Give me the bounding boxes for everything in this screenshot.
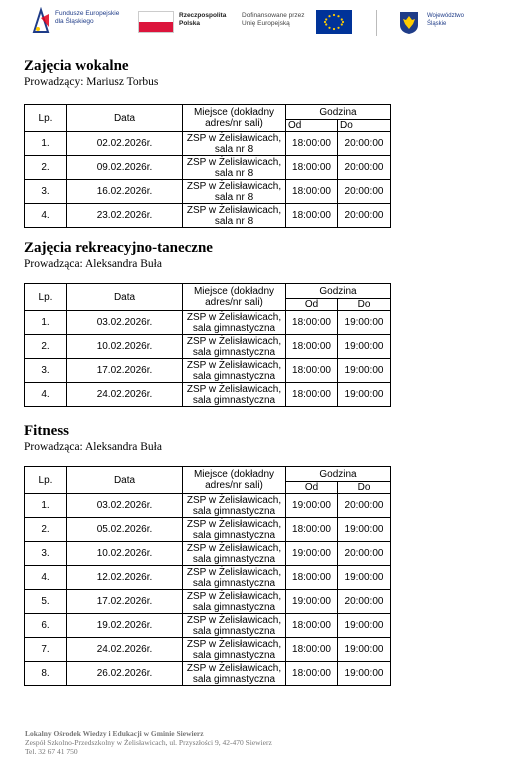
- table-row: [25, 311, 391, 335]
- cell-from: 19:00:00: [286, 590, 338, 614]
- cell-to: 19:00:00: [338, 662, 391, 686]
- cell-lp: 1.: [25, 132, 67, 156]
- cell-to: 19:00:00: [338, 359, 391, 383]
- cell-place-line-2: sala nr 8: [214, 167, 254, 179]
- fundusze-europejskie-text: [55, 10, 119, 26]
- section-instructor: Prowadzący: Mariusz Torbus: [24, 76, 159, 88]
- cell-place-line-2: sala gimnastyczna: [192, 673, 276, 685]
- footer-phone: Tel. 32 67 41 750: [25, 747, 78, 756]
- cell-place-line-1: ZSP w Żelisławicach,: [186, 311, 282, 323]
- page-footer: [25, 729, 272, 756]
- header-from: Od: [286, 120, 338, 132]
- cell-date: 10.02.2026r.: [67, 335, 183, 359]
- cell-place-line-2: sala gimnastyczna: [192, 625, 276, 637]
- cell-place: [183, 614, 286, 638]
- cell-date: 03.02.2026r.: [67, 494, 183, 518]
- cell-place-line-1: ZSP w Żelisławicach,: [186, 566, 282, 578]
- cell-place: [183, 204, 286, 228]
- header-place-line-2: adres/nr sali): [205, 118, 263, 129]
- cell-lp: 2.: [25, 518, 67, 542]
- cell-place-line-2: sala gimnastyczna: [192, 577, 276, 589]
- cell-lp: 1.: [25, 494, 67, 518]
- cell-place-line-2: sala gimnastyczna: [192, 601, 276, 613]
- cell-place-line-2: sala gimnastyczna: [192, 553, 276, 565]
- table-row: [25, 518, 391, 542]
- cell-from: 18:00:00: [286, 204, 338, 228]
- cell-to: 20:00:00: [338, 132, 391, 156]
- header-lp: Lp.: [25, 105, 67, 132]
- logo-divider: [376, 10, 377, 36]
- cell-place-line-1: ZSP w Żelisławicach,: [186, 359, 282, 371]
- fe-line-2: dla Śląskiego: [55, 18, 94, 25]
- cell-from: 18:00:00: [286, 638, 338, 662]
- logo-bar: [0, 0, 506, 44]
- silesia-eagle-crest-icon: [399, 11, 419, 35]
- header-to: Do: [338, 299, 391, 311]
- cell-to: 19:00:00: [338, 311, 391, 335]
- cell-place-line-2: sala gimnastyczna: [192, 529, 276, 541]
- header-date: Data: [67, 284, 183, 311]
- table-row: [25, 614, 391, 638]
- cell-from: 18:00:00: [286, 132, 338, 156]
- cell-to: 19:00:00: [338, 383, 391, 407]
- schedule-table: [24, 466, 391, 686]
- table-row: [25, 494, 391, 518]
- cell-place: [183, 518, 286, 542]
- schedule-table: [24, 283, 391, 407]
- header-place-line-2: adres/nr sali): [205, 297, 263, 308]
- cell-place-line-1: ZSP w Żelisławicach,: [186, 204, 282, 216]
- section-title: Zajęcia wokalne: [24, 58, 129, 74]
- cell-lp: 1.: [25, 311, 67, 335]
- cell-date: 26.02.2026r.: [67, 662, 183, 686]
- cell-to: 19:00:00: [338, 566, 391, 590]
- fe-line-1: Fundusze Europejskie: [55, 10, 120, 17]
- footer-org-name: Lokalny Ośrodek Wiedzy i Edukacji w Gminie Siewierz: [25, 729, 204, 738]
- polish-flag-icon: [138, 11, 174, 33]
- cell-from: 18:00:00: [286, 311, 338, 335]
- header-date: Data: [67, 467, 183, 494]
- cell-to: 20:00:00: [338, 590, 391, 614]
- cell-from: 18:00:00: [286, 383, 338, 407]
- cell-place-line-2: sala gimnastyczna: [192, 649, 276, 661]
- cell-place-line-1: ZSP w Żelisławicach,: [186, 614, 282, 626]
- cell-date: 17.02.2026r.: [67, 359, 183, 383]
- cell-date: 05.02.2026r.: [67, 518, 183, 542]
- cell-place-line-1: ZSP w Żelisławicach,: [186, 383, 282, 395]
- table-row: [25, 204, 391, 228]
- table-row: [25, 590, 391, 614]
- cell-lp: 6.: [25, 614, 67, 638]
- cell-date: 19.02.2026r.: [67, 614, 183, 638]
- cell-lp: 3.: [25, 359, 67, 383]
- header-place: [183, 284, 286, 311]
- cell-to: 20:00:00: [338, 204, 391, 228]
- cell-date: 16.02.2026r.: [67, 180, 183, 204]
- cell-place-line-2: sala nr 8: [214, 215, 254, 227]
- cell-from: 18:00:00: [286, 335, 338, 359]
- cell-lp: 3.: [25, 180, 67, 204]
- cell-place: [183, 335, 286, 359]
- table-row: [25, 335, 391, 359]
- cell-place: [183, 566, 286, 590]
- eu-line-2: Unię Europejską: [242, 20, 290, 27]
- cell-place: [183, 359, 286, 383]
- section-title: Zajęcia rekreacyjno-taneczne: [24, 240, 213, 256]
- header-place-line-2: adres/nr sali): [205, 480, 263, 491]
- cell-to: 19:00:00: [338, 335, 391, 359]
- header-from: Od: [286, 299, 338, 311]
- eu-flag-icon: [316, 10, 352, 34]
- cell-place-line-1: ZSP w Żelisławicach,: [186, 542, 282, 554]
- cell-date: 23.02.2026r.: [67, 204, 183, 228]
- section-vocal: [24, 58, 391, 228]
- table-row: [25, 542, 391, 566]
- header-hour: Godzina: [286, 105, 391, 120]
- section-instructor: Prowadząca: Aleksandra Buła: [24, 258, 162, 270]
- cell-date: 12.02.2026r.: [67, 566, 183, 590]
- section-instructor: Prowadząca: Aleksandra Buła: [24, 441, 162, 453]
- cell-from: 19:00:00: [286, 542, 338, 566]
- header-lp: Lp.: [25, 284, 67, 311]
- cell-place-line-1: ZSP w Żelisławicach,: [186, 590, 282, 602]
- cell-from: 18:00:00: [286, 662, 338, 686]
- cell-place-line-1: ZSP w Żelisławicach,: [186, 156, 282, 168]
- cell-date: 24.02.2026r.: [67, 383, 183, 407]
- cell-lp: 3.: [25, 542, 67, 566]
- cell-place-line-2: sala gimnastyczna: [192, 370, 276, 382]
- fundusze-europejskie-logo-icon: [32, 7, 52, 34]
- cell-place: [183, 662, 286, 686]
- table-row: [25, 566, 391, 590]
- table-row: [25, 662, 391, 686]
- cell-place: [183, 638, 286, 662]
- header-from: Od: [286, 482, 338, 494]
- cell-from: 19:00:00: [286, 494, 338, 518]
- cell-date: 17.02.2026r.: [67, 590, 183, 614]
- wojewodztwo-slaskie-text: [427, 12, 464, 28]
- eu-line-1: Dofinansowane przez: [242, 12, 305, 19]
- eu-funding-text: [242, 12, 305, 28]
- table-row: [25, 383, 391, 407]
- cell-from: 18:00:00: [286, 566, 338, 590]
- cell-from: 18:00:00: [286, 156, 338, 180]
- cell-place-line-2: sala gimnastyczna: [192, 322, 276, 334]
- table-row: [25, 132, 391, 156]
- cell-place: [183, 156, 286, 180]
- cell-place: [183, 383, 286, 407]
- cell-lp: 8.: [25, 662, 67, 686]
- cell-place-line-1: ZSP w Żelisławicach,: [186, 662, 282, 674]
- header-place: [183, 467, 286, 494]
- header-place-line-1: Miejsce (dokładny: [193, 469, 275, 480]
- cell-to: 19:00:00: [338, 614, 391, 638]
- cell-to: 19:00:00: [338, 638, 391, 662]
- cell-place: [183, 590, 286, 614]
- cell-to: 20:00:00: [338, 180, 391, 204]
- header-hour: Godzina: [286, 467, 391, 482]
- cell-place-line-1: ZSP w Żelisławicach,: [186, 638, 282, 650]
- header-to: Do: [338, 482, 391, 494]
- table-row: [25, 180, 391, 204]
- cell-place-line-2: sala gimnastyczna: [192, 505, 276, 517]
- cell-to: 20:00:00: [338, 542, 391, 566]
- cell-place-line-1: ZSP w Żelisławicach,: [186, 132, 282, 144]
- cell-to: 20:00:00: [338, 156, 391, 180]
- section-fitness: [24, 423, 391, 686]
- cell-date: 03.02.2026r.: [67, 311, 183, 335]
- header-place-line-1: Miejsce (dokładny: [193, 286, 275, 297]
- cell-lp: 7.: [25, 638, 67, 662]
- cell-place-line-2: sala nr 8: [214, 143, 254, 155]
- cell-place: [183, 311, 286, 335]
- cell-lp: 4.: [25, 566, 67, 590]
- header-to: Do: [338, 120, 391, 132]
- table-row: [25, 638, 391, 662]
- cell-place-line-2: sala gimnastyczna: [192, 346, 276, 358]
- rp-line-1: Rzeczpospolita: [179, 12, 227, 19]
- cell-place: [183, 542, 286, 566]
- header-date: Data: [67, 105, 183, 132]
- header-place-line-1: Miejsce (dokładny: [193, 107, 275, 118]
- cell-place: [183, 132, 286, 156]
- cell-place: [183, 494, 286, 518]
- cell-place-line-1: ZSP w Żelisławicach,: [186, 518, 282, 530]
- cell-place: [183, 180, 286, 204]
- cell-lp: 4.: [25, 204, 67, 228]
- cell-to: 19:00:00: [338, 518, 391, 542]
- cell-date: 02.02.2026r.: [67, 132, 183, 156]
- cell-date: 09.02.2026r.: [67, 156, 183, 180]
- table-row: [25, 156, 391, 180]
- header-lp: Lp.: [25, 467, 67, 494]
- cell-place-line-2: sala nr 8: [214, 191, 254, 203]
- cell-lp: 4.: [25, 383, 67, 407]
- table-row: [25, 359, 391, 383]
- cell-from: 18:00:00: [286, 359, 338, 383]
- cell-lp: 5.: [25, 590, 67, 614]
- cell-from: 18:00:00: [286, 180, 338, 204]
- sl-line-1: Województwo: [427, 13, 464, 19]
- cell-to: 20:00:00: [338, 494, 391, 518]
- cell-place-line-1: ZSP w Żelisławicach,: [186, 494, 282, 506]
- rzeczpospolita-text: [179, 12, 226, 28]
- rp-line-2: Polska: [179, 20, 200, 27]
- cell-date: 10.02.2026r.: [67, 542, 183, 566]
- sl-line-2: Śląskie: [427, 21, 447, 27]
- cell-from: 18:00:00: [286, 518, 338, 542]
- cell-from: 18:00:00: [286, 614, 338, 638]
- footer-address: Zespół Szkolno-Przedszkolny w Żelisławicach, ul. Przyszłości 9, 42-470 Siewierz: [25, 738, 272, 747]
- cell-lp: 2.: [25, 335, 67, 359]
- section-dance: [24, 240, 391, 407]
- cell-lp: 2.: [25, 156, 67, 180]
- cell-place-line-2: sala gimnastyczna: [192, 394, 276, 406]
- header-hour: Godzina: [286, 284, 391, 299]
- cell-place-line-1: ZSP w Żelisławicach,: [186, 180, 282, 192]
- section-title: Fitness: [24, 423, 69, 439]
- schedule-table: [24, 104, 391, 228]
- cell-place-line-1: ZSP w Żelisławicach,: [186, 335, 282, 347]
- cell-date: 24.02.2026r.: [67, 638, 183, 662]
- header-place: [183, 105, 286, 132]
